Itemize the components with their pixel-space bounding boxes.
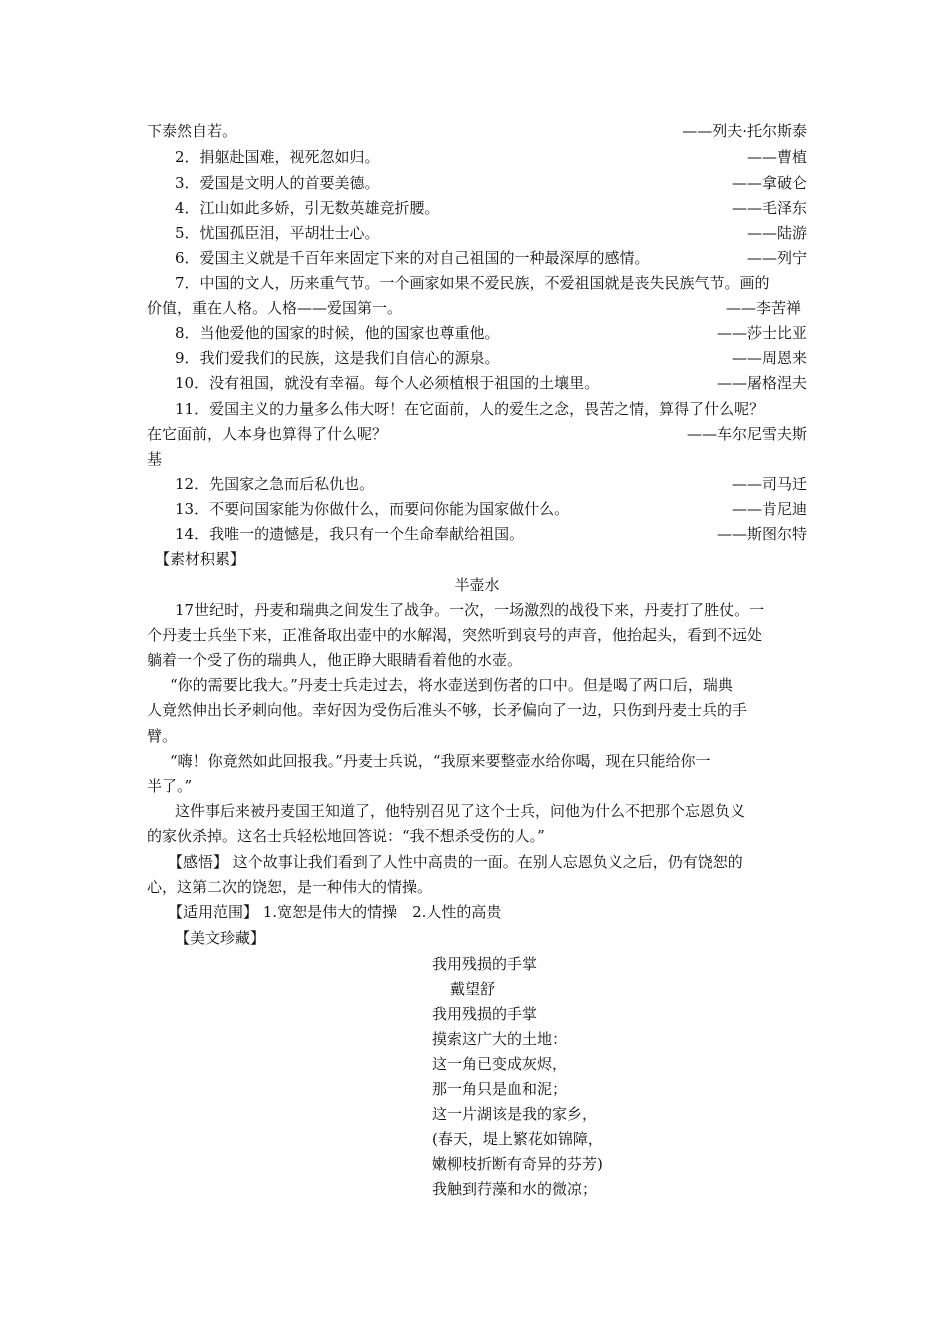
quote-author: ——车尔尼雪夫斯 bbox=[686, 425, 807, 443]
quote-line bbox=[175, 474, 807, 494]
story-line: 17世纪时，丹麦和瑞典之间发生了战争。一次，一场激烈的战役下来，丹麦打了胜仗。一 bbox=[175, 601, 765, 619]
quote-line bbox=[175, 223, 807, 243]
poem-line: (春天，堤上繁花如锦障， bbox=[432, 1130, 603, 1148]
quote-text: 11．爱国主义的力量多么伟大呀！在它面前，人的爱生之念，畏苦之情，算得了什么呢？ bbox=[175, 400, 765, 418]
quote-line bbox=[175, 173, 807, 193]
quote-author: ——李苦禅 bbox=[725, 299, 801, 317]
insight-line: 【感悟】 这个故事让我们看到了人性中高贵的一面。在别人忘恩负义之后，仍有饶恕的 bbox=[168, 853, 743, 871]
section-heading bbox=[155, 549, 815, 569]
quote-text: 13．不要问国家能为你做什么，而要问你能为国家做什么。 bbox=[175, 500, 570, 518]
poem-line: 那一角只是血和泥； bbox=[432, 1080, 568, 1098]
quote-line bbox=[175, 399, 807, 419]
quote-line bbox=[175, 373, 807, 393]
poem-line: 我触到荇藻和水的微凉； bbox=[432, 1180, 598, 1198]
poem-line: 嫩柳枝折断有奇异的芬芳) bbox=[432, 1155, 603, 1173]
quote-line bbox=[175, 499, 807, 519]
story-line: 这件事后来被丹麦国王知道了，他特别召见了这个士兵，问他为什么不把那个忘恩负义 bbox=[175, 802, 746, 820]
story-line: 躺着一个受了伤的瑞典人，他正睁大眼睛看着他的水壶。 bbox=[147, 651, 523, 669]
quote-author: ——毛泽东 bbox=[731, 199, 807, 217]
story-line: 的家伙杀掉。这名士兵轻松地回答说：“我不想杀受伤的人。” bbox=[147, 827, 545, 845]
section-title: 【素材积累】 bbox=[155, 550, 246, 568]
poem-line: 这一角已变成灰烬， bbox=[432, 1055, 568, 1073]
quote-text: 7．中国的文人，历来重气节。一个画家如果不爱民族，不爱祖国就是丧失民族气节。画的 bbox=[175, 274, 770, 292]
quote-text: 4．江山如此多娇，引无数英雄竞折腰。 bbox=[175, 199, 440, 217]
poem-title: 我用残损的手掌 bbox=[432, 955, 538, 973]
poem-line: 摸索这广大的土地： bbox=[432, 1030, 568, 1048]
quote-author: ——屠格涅夫 bbox=[716, 374, 807, 392]
story-line: 半了。” bbox=[147, 777, 193, 795]
quote-line bbox=[175, 323, 807, 343]
quote-author: ——曹植 bbox=[746, 148, 807, 166]
quote-author: ——莎士比亚 bbox=[716, 324, 807, 342]
poem-author: 戴望舒 bbox=[450, 980, 496, 998]
quote-author: ——陆游 bbox=[746, 224, 807, 242]
quote-text: 8．当他爱他的国家的时候，他的国家也尊重他。 bbox=[175, 324, 500, 342]
quote-text: 3．爱国是文明人的首要美德。 bbox=[175, 174, 380, 192]
quote-text: 10．没有祖国，就没有幸福。每个人必须植根于祖国的土壤里。 bbox=[175, 374, 600, 392]
story-line: 臂。 bbox=[147, 727, 178, 745]
story-line: 个丹麦士兵坐下来，正准备取出壶中的水解渴，突然听到哀号的声音，他抬起头，看到不远处 bbox=[147, 626, 763, 644]
quote-line bbox=[147, 121, 807, 141]
quote-author: ——斯图尔特 bbox=[716, 525, 807, 543]
story-title: 半壶水 bbox=[454, 576, 500, 594]
section-heading bbox=[175, 928, 835, 948]
quote-text: 在它面前，人本身也算得了什么呢？ bbox=[147, 425, 388, 443]
quote-author: ——拿破仑 bbox=[731, 174, 807, 192]
story-line: “你的需要比我大。”丹麦士兵走过去，将水壶送到伤者的口中。但是喝了两口后，瑞典 bbox=[170, 676, 733, 694]
quote-text: 14．我唯一的遗憾是，我只有一个生命奉献给祖国。 bbox=[175, 525, 525, 543]
story-line: “嗨！你竟然如此回报我。”丹麦士兵说，“我原来要整壶水给你喝，现在只能给你一 bbox=[170, 752, 711, 770]
quote-text: 12．先国家之急而后私仇也。 bbox=[175, 475, 375, 493]
quote-author: ——列宁 bbox=[746, 249, 807, 267]
section-title: 【美文珍藏】 bbox=[175, 929, 266, 947]
quote-text: 2．捐躯赴国难，视死忽如归。 bbox=[175, 148, 380, 166]
quote-line bbox=[147, 449, 807, 469]
quote-line bbox=[147, 424, 807, 444]
quote-line bbox=[175, 198, 807, 218]
quote-line bbox=[175, 348, 807, 368]
quote-text: 价值，重在人格。人格——爱国第一。 bbox=[147, 299, 403, 317]
quote-text: 9．我们爱我们的民族，这是我们自信心的源泉。 bbox=[175, 349, 500, 367]
scope-line: 【适用范围】 1.宽恕是伟大的情操 2.人性的高贵 bbox=[168, 903, 502, 921]
quote-author: ——肯尼迪 bbox=[731, 500, 807, 518]
quote-line bbox=[175, 248, 807, 268]
insight-line: 心，这第二次的饶恕，是一种伟大的情操。 bbox=[147, 878, 433, 896]
quote-text: 基 bbox=[147, 450, 163, 468]
poem-line: 这一片湖该是我的家乡， bbox=[432, 1105, 598, 1123]
quote-text: 5．忧国孤臣泪，平胡壮士心。 bbox=[175, 224, 380, 242]
quote-author: ——司马迁 bbox=[731, 475, 807, 493]
quote-text: 下泰然自若。 bbox=[147, 122, 238, 140]
quote-line bbox=[175, 147, 807, 167]
quote-text: 6．爱国主义就是千百年来固定下来的对自己祖国的一种最深厚的感情。 bbox=[175, 249, 650, 267]
quote-author: ——列夫·托尔斯泰 bbox=[682, 122, 807, 140]
poem-line: 我用残损的手掌 bbox=[432, 1005, 538, 1023]
quote-author: ——周恩来 bbox=[731, 349, 807, 367]
quote-line bbox=[147, 298, 807, 318]
quote-line bbox=[175, 273, 807, 293]
story-line: 人竟然伸出长矛刺向他。幸好因为受伤后准头不够，长矛偏向了一边，只伤到丹麦士兵的手 bbox=[147, 701, 748, 719]
quote-line bbox=[175, 524, 807, 544]
